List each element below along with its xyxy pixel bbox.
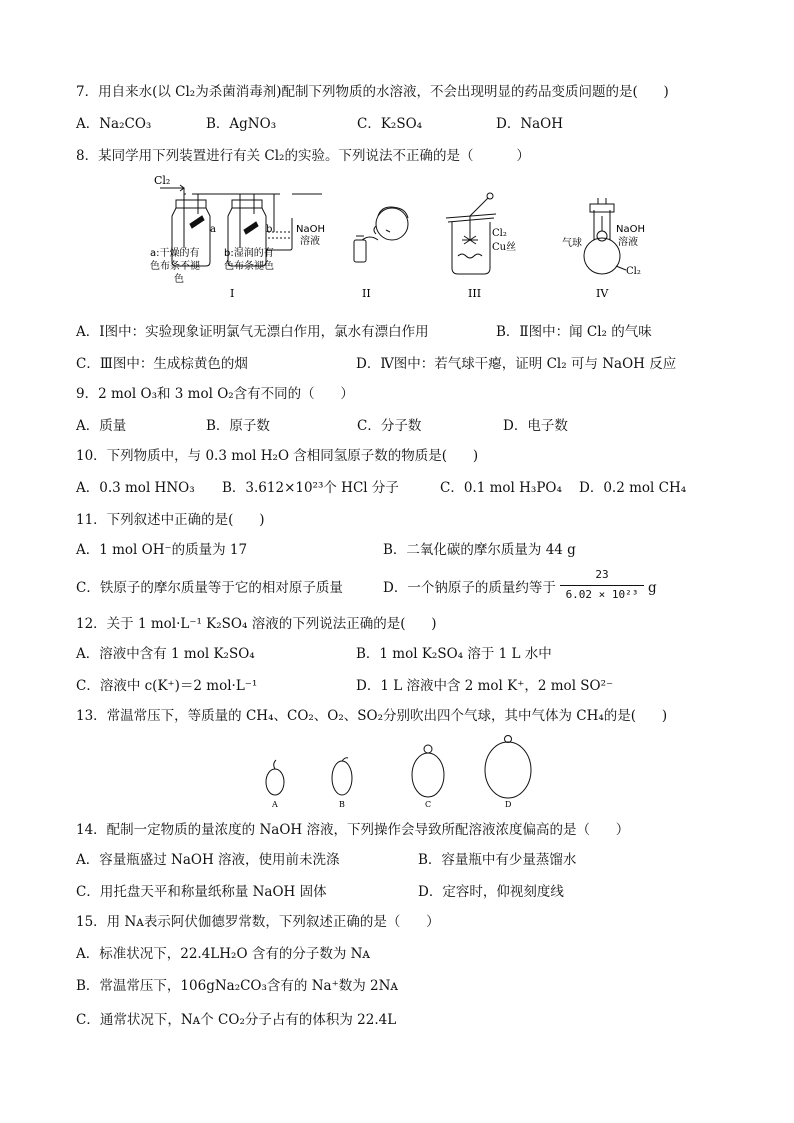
q9-option-d: D．电子数: [503, 418, 568, 434]
roman-4: IV: [596, 287, 609, 300]
q9-option-b: B．原子数: [206, 418, 270, 434]
q11-fraction-denominator: 6.02 × 10²³: [565, 588, 639, 601]
q14-option-c: C．用托盘天平和称量纸称量 NaOH 固体: [76, 884, 327, 900]
balloon-b: [332, 761, 352, 795]
q7-option-c: C．K₂SO₄: [357, 116, 423, 132]
q9-option-c: C．分子数: [357, 418, 422, 434]
q11-fraction-numerator: 23: [595, 568, 609, 581]
caption-a-line1: a:干燥的有: [150, 248, 200, 259]
q14-stem: 14．配制一定物质的量浓度的 NaOH 溶液，下列操作会导致所配溶液浓度偏高的是（ ）: [76, 822, 630, 838]
q11-option-c: C．铁原子的摩尔质量等于它的相对原子质量: [76, 580, 343, 596]
roman-2: II: [362, 287, 371, 300]
q15-option-a: A．标准状况下，22.4LH₂O 含有的分子数为 Nᴀ: [76, 946, 371, 962]
q13-balloons-figure: [250, 730, 550, 816]
roman-1: I: [230, 287, 235, 300]
q11-stem: 11．下列叙述中正确的是( ): [76, 512, 265, 528]
balloon-d: [485, 742, 531, 798]
q10-option-a: A．0.3 mol HNO₃: [76, 480, 195, 496]
fig3-cu-label: Cu丝: [492, 242, 517, 253]
balloon-label-d: D: [505, 800, 512, 809]
q11-option-a: A．1 mol OH⁻的质量为 17: [76, 542, 248, 558]
caption-b-line1: b:湿润的有: [224, 248, 274, 259]
q12-option-a: A．溶液中含有 1 mol K₂SO₄: [76, 646, 255, 662]
fig4-cl2-label: Cl₂: [626, 266, 641, 277]
balloon-a: [266, 769, 284, 795]
bottle-b-label: b: [266, 224, 273, 235]
q10-stem: 10．下列物质中，与 0.3 mol H₂O 含相同氢原子数的物质是( ): [76, 448, 479, 464]
balloon-label-a: A: [272, 800, 278, 809]
fig4-balloon-label: 气球: [562, 238, 582, 249]
q15-option-b: B．常温常压下，106gNa₂CO₃含有的 Na⁺数为 2Nᴀ: [76, 978, 399, 994]
q9-stem: 9．2 mol O₃和 3 mol O₂含有不同的（ ）: [76, 386, 354, 402]
fig3-cl2-label: Cl₂: [492, 228, 507, 239]
fig4-naoh-label-1: NaOH: [616, 224, 645, 235]
q7-stem: 7．用自来水(以 Cl₂为杀菌消毒剂)配制下列物质的水溶液，不会出现明显的药品变质问题的是( ): [76, 84, 669, 100]
q8-apparatus-figure: [140, 170, 680, 310]
q8-option-b: B．Ⅱ图中：闻 Cl₂ 的气味: [496, 324, 652, 340]
q8-option-d: D．Ⅳ图中：若气球干瘪，证明 Cl₂ 可与 NaOH 反应: [356, 356, 677, 372]
q13-stem: 13．常温常压下，等质量的 CH₄、CO₂、O₂、SO₂分别吹出四个气球，其中气体为 CH₄的是( ): [76, 708, 668, 724]
q10-option-b: B．3.612×10²³个 HCl 分子: [222, 480, 399, 496]
cl2-inlet-label: Cl₂: [154, 174, 171, 187]
q7-option-d: D．NaOH: [496, 116, 564, 132]
q11-option-d: D．一个钠原子的质量约等于: [383, 580, 556, 596]
balloon-c: [412, 753, 444, 797]
caption-b-line2: 色布条褪色: [224, 261, 274, 272]
q11-option-b: B．二氧化碳的摩尔质量为 44 g: [383, 542, 576, 558]
caption-a-line2: 色布条不褪: [150, 261, 200, 272]
q11-fraction-bar: [560, 585, 644, 586]
q12-option-d: D．1 L 溶液中含 2 mol K⁺，2 mol SO²⁻: [356, 678, 614, 694]
q8-stem: 8．某同学用下列装置进行有关 Cl₂的实验。下列说法不正确的是（ ）: [76, 148, 530, 164]
fig4-naoh-label-2: 溶液: [618, 237, 638, 248]
balloon-label-c: C: [425, 800, 432, 809]
q12-option-b: B．1 mol K₂SO₄ 溶于 1 L 水中: [356, 646, 552, 662]
naoh-label-1: NaOH: [296, 224, 325, 235]
q11-fraction-unit: g: [648, 580, 657, 596]
q12-stem: 12．关于 1 mol·L⁻¹ K₂SO₄ 溶液的下列说法正确的是( ): [76, 616, 437, 632]
q8-option-a: A．Ⅰ图中：实验现象证明氯气无漂白作用，氯水有漂白作用: [76, 324, 429, 340]
q14-option-b: B．容量瓶中有少量蒸馏水: [418, 852, 577, 868]
q8-option-c: C．Ⅲ图中：生成棕黄色的烟: [76, 356, 248, 372]
q12-option-c: C．溶液中 c(K⁺)＝2 mol·L⁻¹: [76, 678, 258, 694]
q14-option-d: D．定容时，仰视刻度线: [418, 884, 564, 900]
naoh-label-2: 溶液: [300, 236, 320, 247]
balloon-label-b: B: [339, 800, 345, 809]
q7-option-b: B．AgNO₃: [206, 116, 277, 132]
caption-a-line3: 色: [174, 274, 184, 285]
q15-stem: 15．用 Nᴀ表示阿伏伽德罗常数，下列叙述正确的是（ ）: [76, 914, 440, 930]
q10-option-d: D．0.2 mol CH₄: [579, 480, 687, 496]
q14-option-a: A．容量瓶盛过 NaOH 溶液，使用前未洗涤: [76, 852, 340, 868]
roman-3: III: [468, 287, 482, 300]
q7-option-a: A．Na₂CO₃: [76, 116, 152, 132]
q15-option-c: C．通常状况下，Nᴀ个 CO₂分子占有的体积为 22.4L: [76, 1012, 397, 1028]
bottle-a-label: a: [210, 224, 216, 235]
q10-option-c: C．0.1 mol H₃PO₄: [440, 480, 562, 496]
q9-option-a: A．质量: [76, 418, 127, 434]
